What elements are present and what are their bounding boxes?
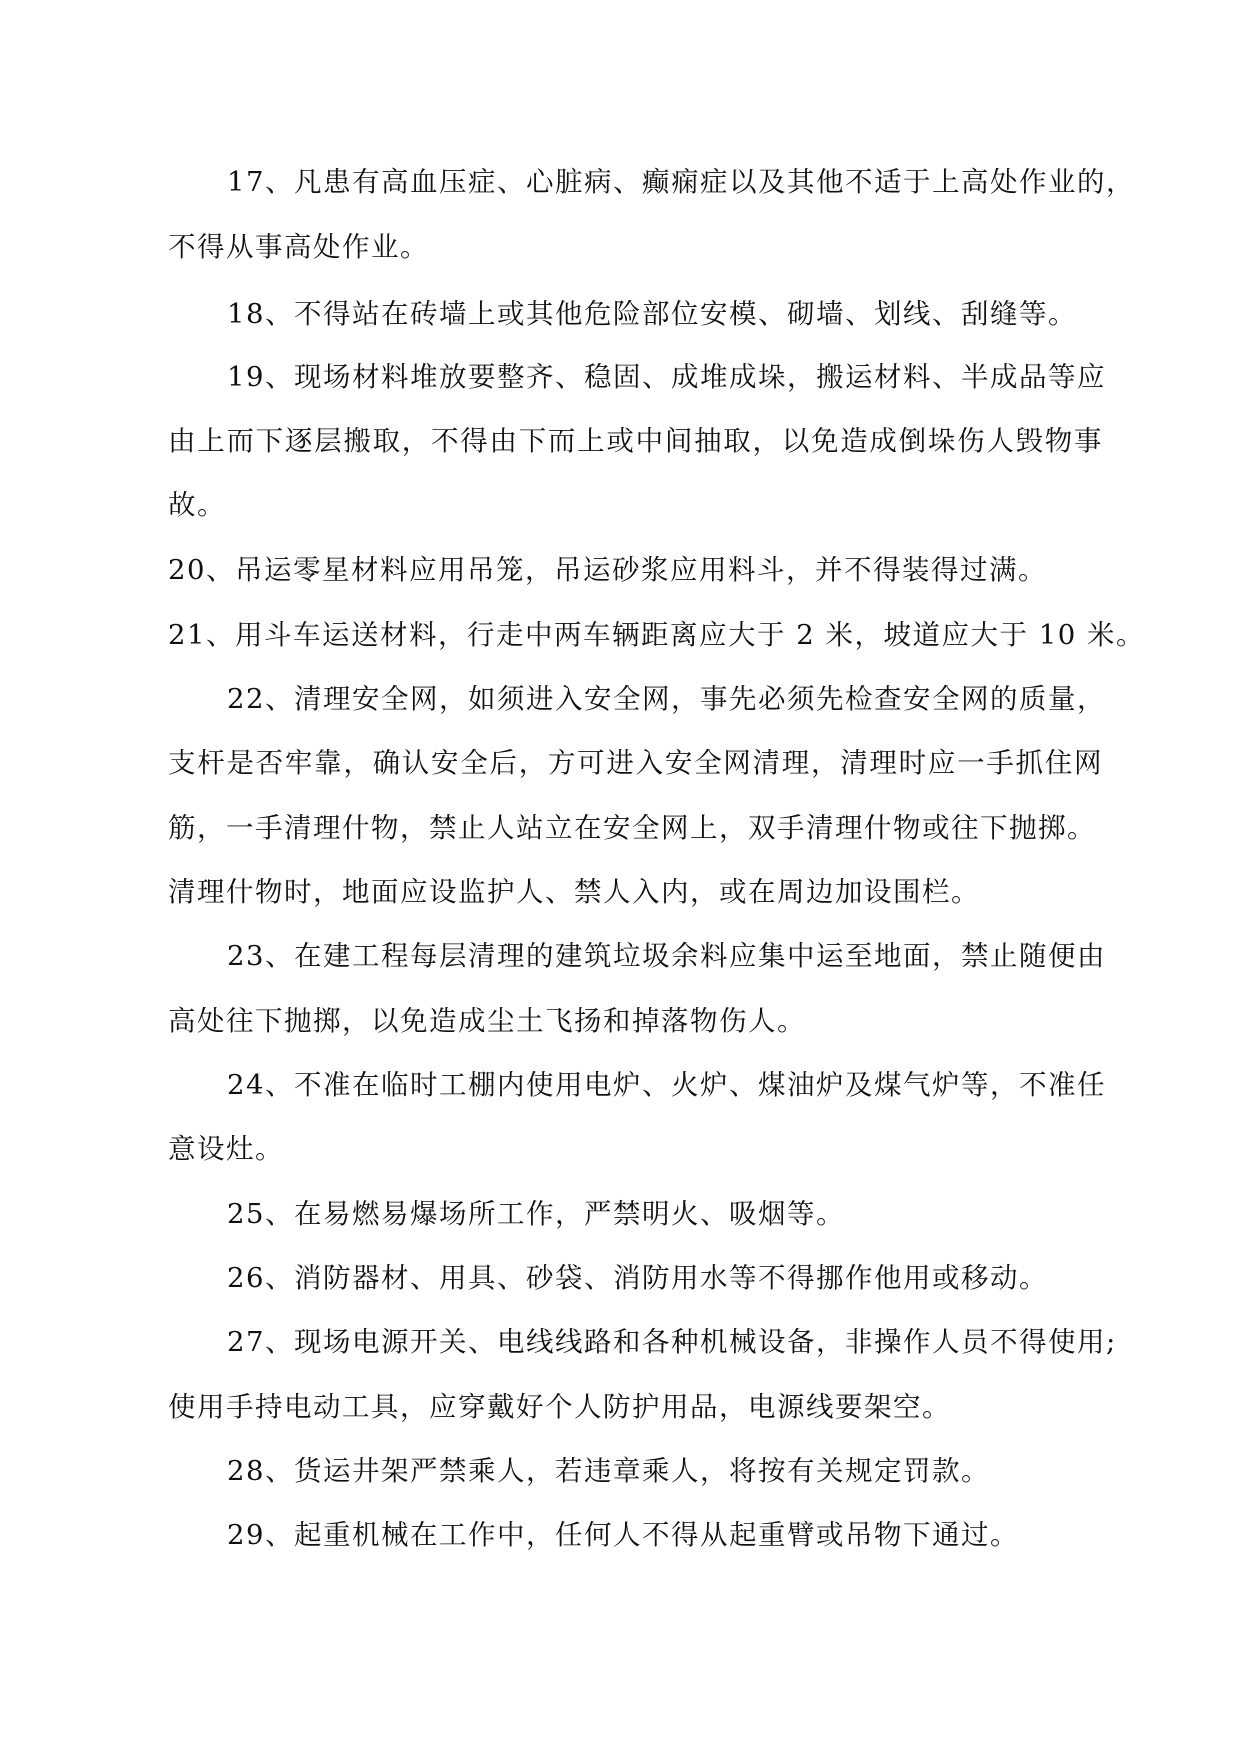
text-line: 20、吊运零星材料应用吊笼，吊运砂浆应用料斗，并不得装得过满。 (168, 554, 1047, 586)
text-line: 由上而下逐层搬取，不得由下而上或中间抽取，以免造成倒垛伤人毁物事 (168, 425, 1103, 457)
text-line: 22、清理安全网，如须进入安全网，事先必须先检查安全网的质量， (227, 683, 1106, 715)
text-line: 25、在易燃易爆场所工作，严禁明火、吸烟等。 (227, 1198, 845, 1230)
text-line: 高处往下抛掷，以免造成尘土飞扬和掉落物伤人。 (168, 1005, 806, 1037)
text-line: 23、在建工程每层清理的建筑垃圾余料应集中运至地面，禁止随便由 (227, 940, 1106, 972)
text-line: 18、不得站在砖墙上或其他危险部位安模、砌墙、划线、刮缝等。 (227, 298, 1077, 330)
text-line: 使用手持电动工具，应穿戴好个人防护用品，电源线要架空。 (168, 1391, 951, 1423)
text-line: 29、起重机械在工作中，任何人不得从起重臂或吊物下通过。 (227, 1519, 1019, 1551)
text-line: 意设灶。 (168, 1133, 284, 1165)
text-line: 21、用斗车运送材料，行走中两车辆距离应大于 2 米，坡道应大于 10 米。 (168, 619, 1145, 651)
text-line: 支杆是否牢靠，确认安全后，方可进入安全网清理，清理时应一手抓住网 (168, 747, 1103, 779)
text-line: 故。 (168, 489, 226, 521)
text-line: 不得从事高处作业。 (168, 231, 429, 263)
text-line: 24、不准在临时工棚内使用电炉、火炉、煤油炉及煤气炉等，不准任 (227, 1069, 1106, 1101)
text-line: 清理什物时，地面应设监护人、禁人入内，或在周边加设围栏。 (168, 876, 980, 908)
text-line: 26、消防器材、用具、砂袋、消防用水等不得挪作他用或移动。 (227, 1262, 1048, 1294)
text-line: 28、货运井架严禁乘人，若违章乘人，将按有关规定罚款。 (227, 1455, 990, 1487)
text-line: 19、现场材料堆放要整齐、稳固、成堆成垛，搬运材料、半成品等应 (227, 361, 1106, 393)
text-line: 筋，一手清理什物，禁止人站立在安全网上，双手清理什物或往下抛掷。 (168, 812, 1096, 844)
text-line: 17、凡患有高血压症、心脏病、癫痫症以及其他不适于上高处作业的， (227, 166, 1135, 198)
text-line: 27、现场电源开关、电线线路和各种机械设备，非操作人员不得使用; (227, 1326, 1117, 1358)
